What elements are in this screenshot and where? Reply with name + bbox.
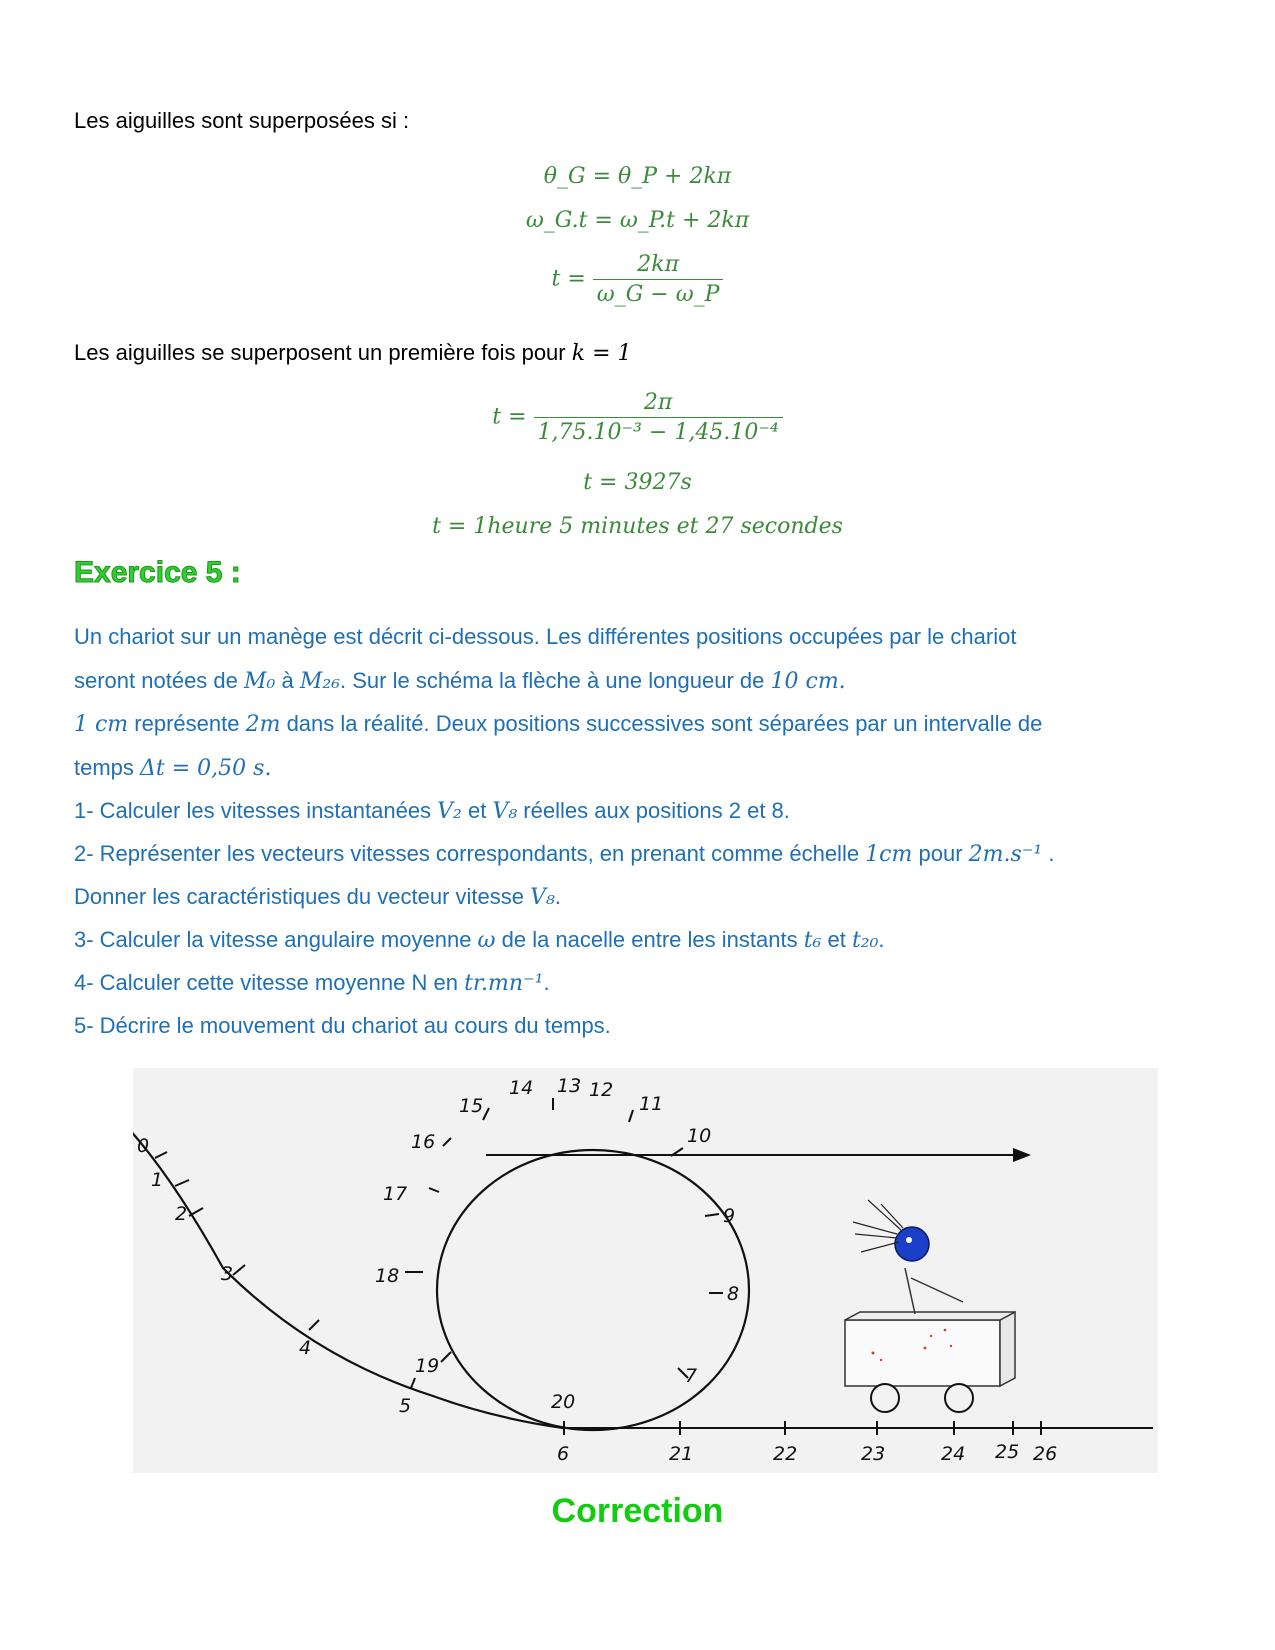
tick-3 — [233, 1265, 245, 1275]
exercise-title: Exercice 5 : — [74, 556, 241, 589]
label-25: 25 — [995, 1441, 1020, 1463]
label-21: 21 — [669, 1443, 694, 1465]
question-3 — [74, 927, 885, 954]
paragraph-line-1: Un chariot sur un manège est décrit ci-dessous. Les différentes positions occupées par le chariot — [74, 624, 1017, 649]
label-10: 10 — [687, 1125, 712, 1147]
scale-arrow-head — [1013, 1148, 1031, 1162]
p2-length: 10 cm. — [770, 669, 846, 694]
label-18: 18 — [375, 1265, 400, 1287]
q1-v2: V₂ — [437, 799, 462, 824]
label-8: 8 — [727, 1283, 740, 1305]
position-labels — [137, 1075, 1057, 1465]
q4-a: 4- Calculer cette vitesse moyenne N en — [74, 970, 465, 995]
fraction-numerator: 2kπ — [593, 252, 724, 280]
fraction — [593, 252, 724, 307]
cart-drawing — [845, 1200, 1015, 1412]
cart-side — [1000, 1312, 1015, 1386]
label-2: 2 — [175, 1203, 188, 1225]
loop-track — [437, 1150, 749, 1430]
p2-m26: M₂₆ — [299, 669, 341, 694]
equation-t-lhs: t = — [551, 266, 586, 292]
p4-a: temps — [74, 755, 141, 780]
equation-t-hours-text: t = 1heure 5 minutes et 27 secondes — [432, 514, 843, 539]
label-6: 6 — [557, 1443, 570, 1465]
label-17: 17 — [383, 1183, 408, 1205]
p3-d: dans la réalité. Deux positions successives sont séparées par un intervalle de — [280, 711, 1043, 736]
p2-m0: M₀ — [244, 669, 276, 694]
equation-omega-text: ω_G.t = ω_P.t + 2kπ — [525, 208, 750, 233]
fraction-denominator: ω_G − ω_P — [596, 282, 720, 307]
equation-omega — [0, 208, 1275, 233]
label-5: 5 — [399, 1395, 412, 1417]
equation-theta — [0, 164, 1275, 189]
first-time-condition: k = 1 — [571, 341, 632, 366]
label-24: 24 — [941, 1443, 966, 1465]
cart-wheel-rear — [945, 1384, 973, 1412]
q3-t6: t₆ — [803, 928, 822, 953]
paragraph-line-4 — [74, 755, 271, 782]
label-20: 20 — [551, 1391, 576, 1413]
fraction-numeric-numerator: 2π — [534, 390, 783, 418]
diagram-svg — [133, 1068, 1158, 1473]
q1-a: 1- Calculer les vitesses instantanées — [74, 798, 438, 823]
p2-b: à — [275, 668, 300, 693]
first-time-text: Les aiguilles se superposent un première fois pour — [74, 340, 566, 365]
tick-15 — [483, 1108, 489, 1120]
p2-c: . Sur le schéma la flèche à une longueur de — [340, 668, 771, 693]
q4-b: . — [543, 970, 550, 995]
q2-d: Donner les caractéristiques du vecteur vitesse — [74, 884, 531, 909]
p3-b: représente — [128, 711, 246, 736]
q3-a: 3- Calculer la vitesse angulaire moyenne — [74, 927, 478, 952]
p2-a: seront notées de — [74, 668, 245, 693]
q3-omega: ω — [477, 928, 496, 953]
question-2-line-2 — [74, 884, 561, 911]
label-14: 14 — [509, 1077, 534, 1099]
correction-heading: Correction — [551, 1492, 724, 1530]
q3-c: et — [821, 927, 852, 952]
cart-wheel-front — [871, 1384, 899, 1412]
q2-c: . — [1042, 841, 1055, 866]
label-3: 3 — [221, 1263, 234, 1285]
q3-b: de la nacelle entre les instants — [495, 927, 804, 952]
cart-box — [845, 1320, 1000, 1386]
question-4 — [74, 970, 550, 997]
tick-19 — [441, 1352, 451, 1362]
label-22: 22 — [773, 1443, 798, 1465]
p4-b: Δt = 0,50 s. — [140, 756, 272, 781]
paragraph-line-3 — [74, 711, 1042, 738]
question-2 — [74, 841, 1054, 868]
label-9: 9 — [723, 1205, 736, 1227]
question-1 — [74, 798, 790, 825]
label-26: 26 — [1033, 1443, 1058, 1465]
rider-eye — [906, 1237, 912, 1243]
equation-t-seconds-text: t = 3927s — [583, 470, 692, 495]
tick-16 — [443, 1138, 451, 1146]
label-23: 23 — [861, 1443, 886, 1465]
tick-1 — [175, 1180, 189, 1186]
q3-t20: t₂₀ — [851, 928, 879, 953]
roller-coaster-diagram — [133, 1068, 1158, 1473]
label-0: 0 — [137, 1135, 150, 1157]
tick-5 — [411, 1378, 415, 1388]
q4-unit: tr.mn⁻¹ — [464, 971, 544, 996]
question-5: 5- Décrire le mouvement du chariot au cours du temps. — [74, 1013, 611, 1038]
q1-v8: V₈ — [492, 799, 518, 824]
q2-unit: 2m.s⁻¹ — [968, 842, 1043, 867]
fraction-numeric — [534, 390, 783, 445]
label-11: 11 — [639, 1093, 664, 1115]
tick-17 — [429, 1188, 439, 1192]
equation-t-fraction — [0, 252, 1275, 307]
paragraph-line-2 — [74, 668, 846, 695]
label-1: 1 — [151, 1169, 164, 1191]
equation-t-hours — [0, 514, 1275, 539]
p3-c: 2m — [245, 712, 281, 737]
fraction-numeric-denominator: 1,75.10⁻³ − 1,45.10⁻⁴ — [537, 420, 779, 445]
label-13: 13 — [557, 1075, 582, 1097]
label-4: 4 — [299, 1337, 312, 1359]
descent-track — [133, 1128, 563, 1428]
q3-d: . — [878, 927, 885, 952]
q1-b: et — [461, 798, 493, 823]
cart-top — [845, 1312, 1015, 1320]
q2-b: pour — [912, 841, 969, 866]
intro-line: Les aiguilles sont superposées si : — [74, 108, 410, 133]
q2-a: 2- Représenter les vecteurs vitesses correspondants, en prenant comme échelle — [74, 841, 866, 866]
label-12: 12 — [589, 1079, 614, 1101]
label-19: 19 — [415, 1355, 440, 1377]
q1-c: réelles aux positions 2 et 8. — [517, 798, 790, 823]
tick-9 — [705, 1214, 719, 1216]
q2-v8: V₈ — [530, 885, 555, 910]
equation-theta-text: θ_G = θ_P + 2kπ — [543, 164, 732, 189]
equation-t-numeric-lhs: t = — [492, 404, 527, 430]
cart-pole — [905, 1268, 915, 1314]
first-time-line — [74, 340, 632, 367]
rider-head — [895, 1227, 929, 1261]
tick-11 — [629, 1110, 633, 1122]
equation-t-seconds — [0, 470, 1275, 495]
tick-0 — [155, 1152, 167, 1158]
p3-a: 1 cm — [74, 712, 129, 737]
label-16: 16 — [411, 1131, 436, 1153]
label-7: 7 — [685, 1365, 698, 1387]
equation-t-numeric — [0, 390, 1275, 445]
q2-scale: 1cm — [865, 842, 913, 867]
tick-4 — [309, 1320, 319, 1330]
cart-pole-2 — [911, 1278, 963, 1302]
q2-e: . — [554, 884, 561, 909]
label-15: 15 — [459, 1095, 484, 1117]
